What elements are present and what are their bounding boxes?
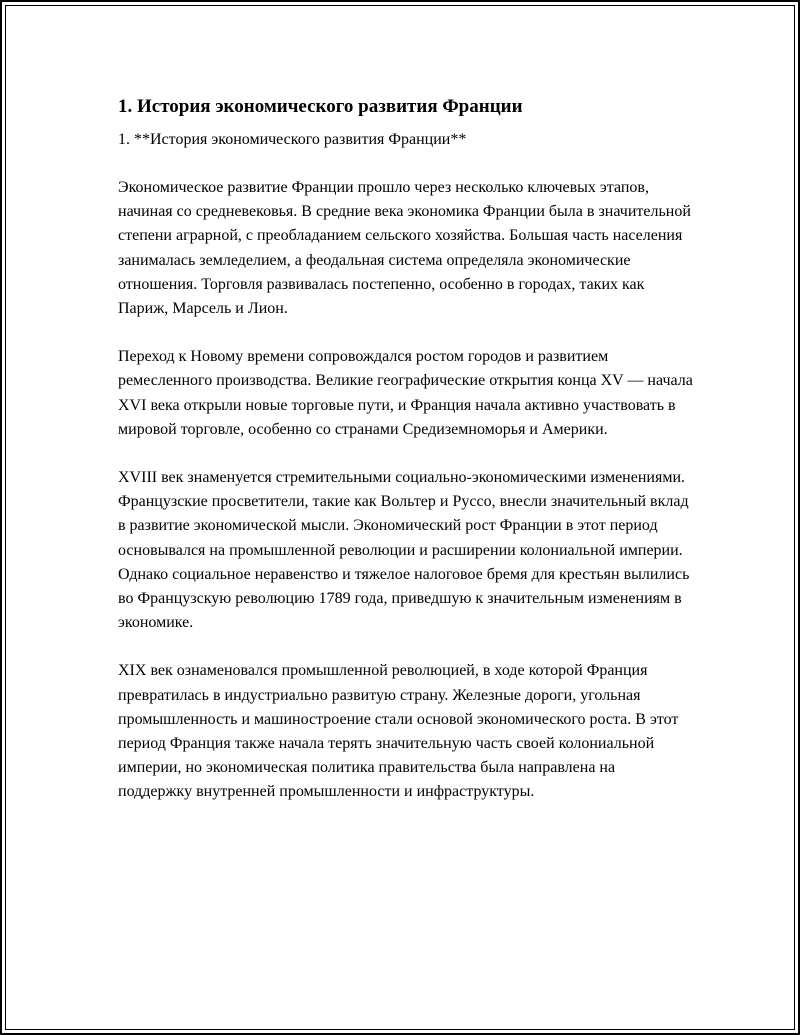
paragraph-3: XVIII век знаменуется стремительными социально-экономическими изменениями. Французские просветители, такие как Вольтер и Руссо, внесли значительный вклад в развитие экономической мысли. Экономический рост Франции в этот период основывался на промышленной революции и расширении колониальной империи. Однако социальное неравенство и тяжелое налоговое бремя для крестьян вылились во Французскую революцию 1789 года, приведшую к значительным изменениям в экономике. <box>118 469 690 632</box>
document-subtitle: 1. **История экономического развития Франции** <box>118 131 467 148</box>
paragraph-2: Переход к Новому времени сопровождался ростом городов и развитием ремесленного производства. Великие географические открытия конца XV — начала XVI века открыли новые торговые пути, и Франция начала активно участвовать в мировой торговле, особенно со странами Средиземноморья и Америки. <box>118 348 693 438</box>
document-title: 1. История экономического развития Франции <box>118 96 523 117</box>
document-body <box>118 92 693 805</box>
paragraph-4: XIX век ознаменовался промышленной революцией, в ходе которой Франция превратилась в индустриально развитую страну. Железные дороги, угольная промышленность и машиностроение стали основой экономического роста. В этот период Франция также начала терять значительную часть своей колониальной империи, но экономическая политика правительства была направлена на поддержку внутренней промышленности и инфраструктуры. <box>118 662 679 801</box>
paragraph-1: Экономическое развитие Франции прошло через несколько ключевых этапов, начиная со средневековья. В средние века экономика Франции была в значительной степени аграрной, с преобладанием сельского хозяйства. Большая часть населения занималась земледелием, а феодальная система определяла экономические отношения. Торговля развивалась постепенно, особенно в городах, таких как Париж, Марсель и Лион. <box>118 179 691 318</box>
